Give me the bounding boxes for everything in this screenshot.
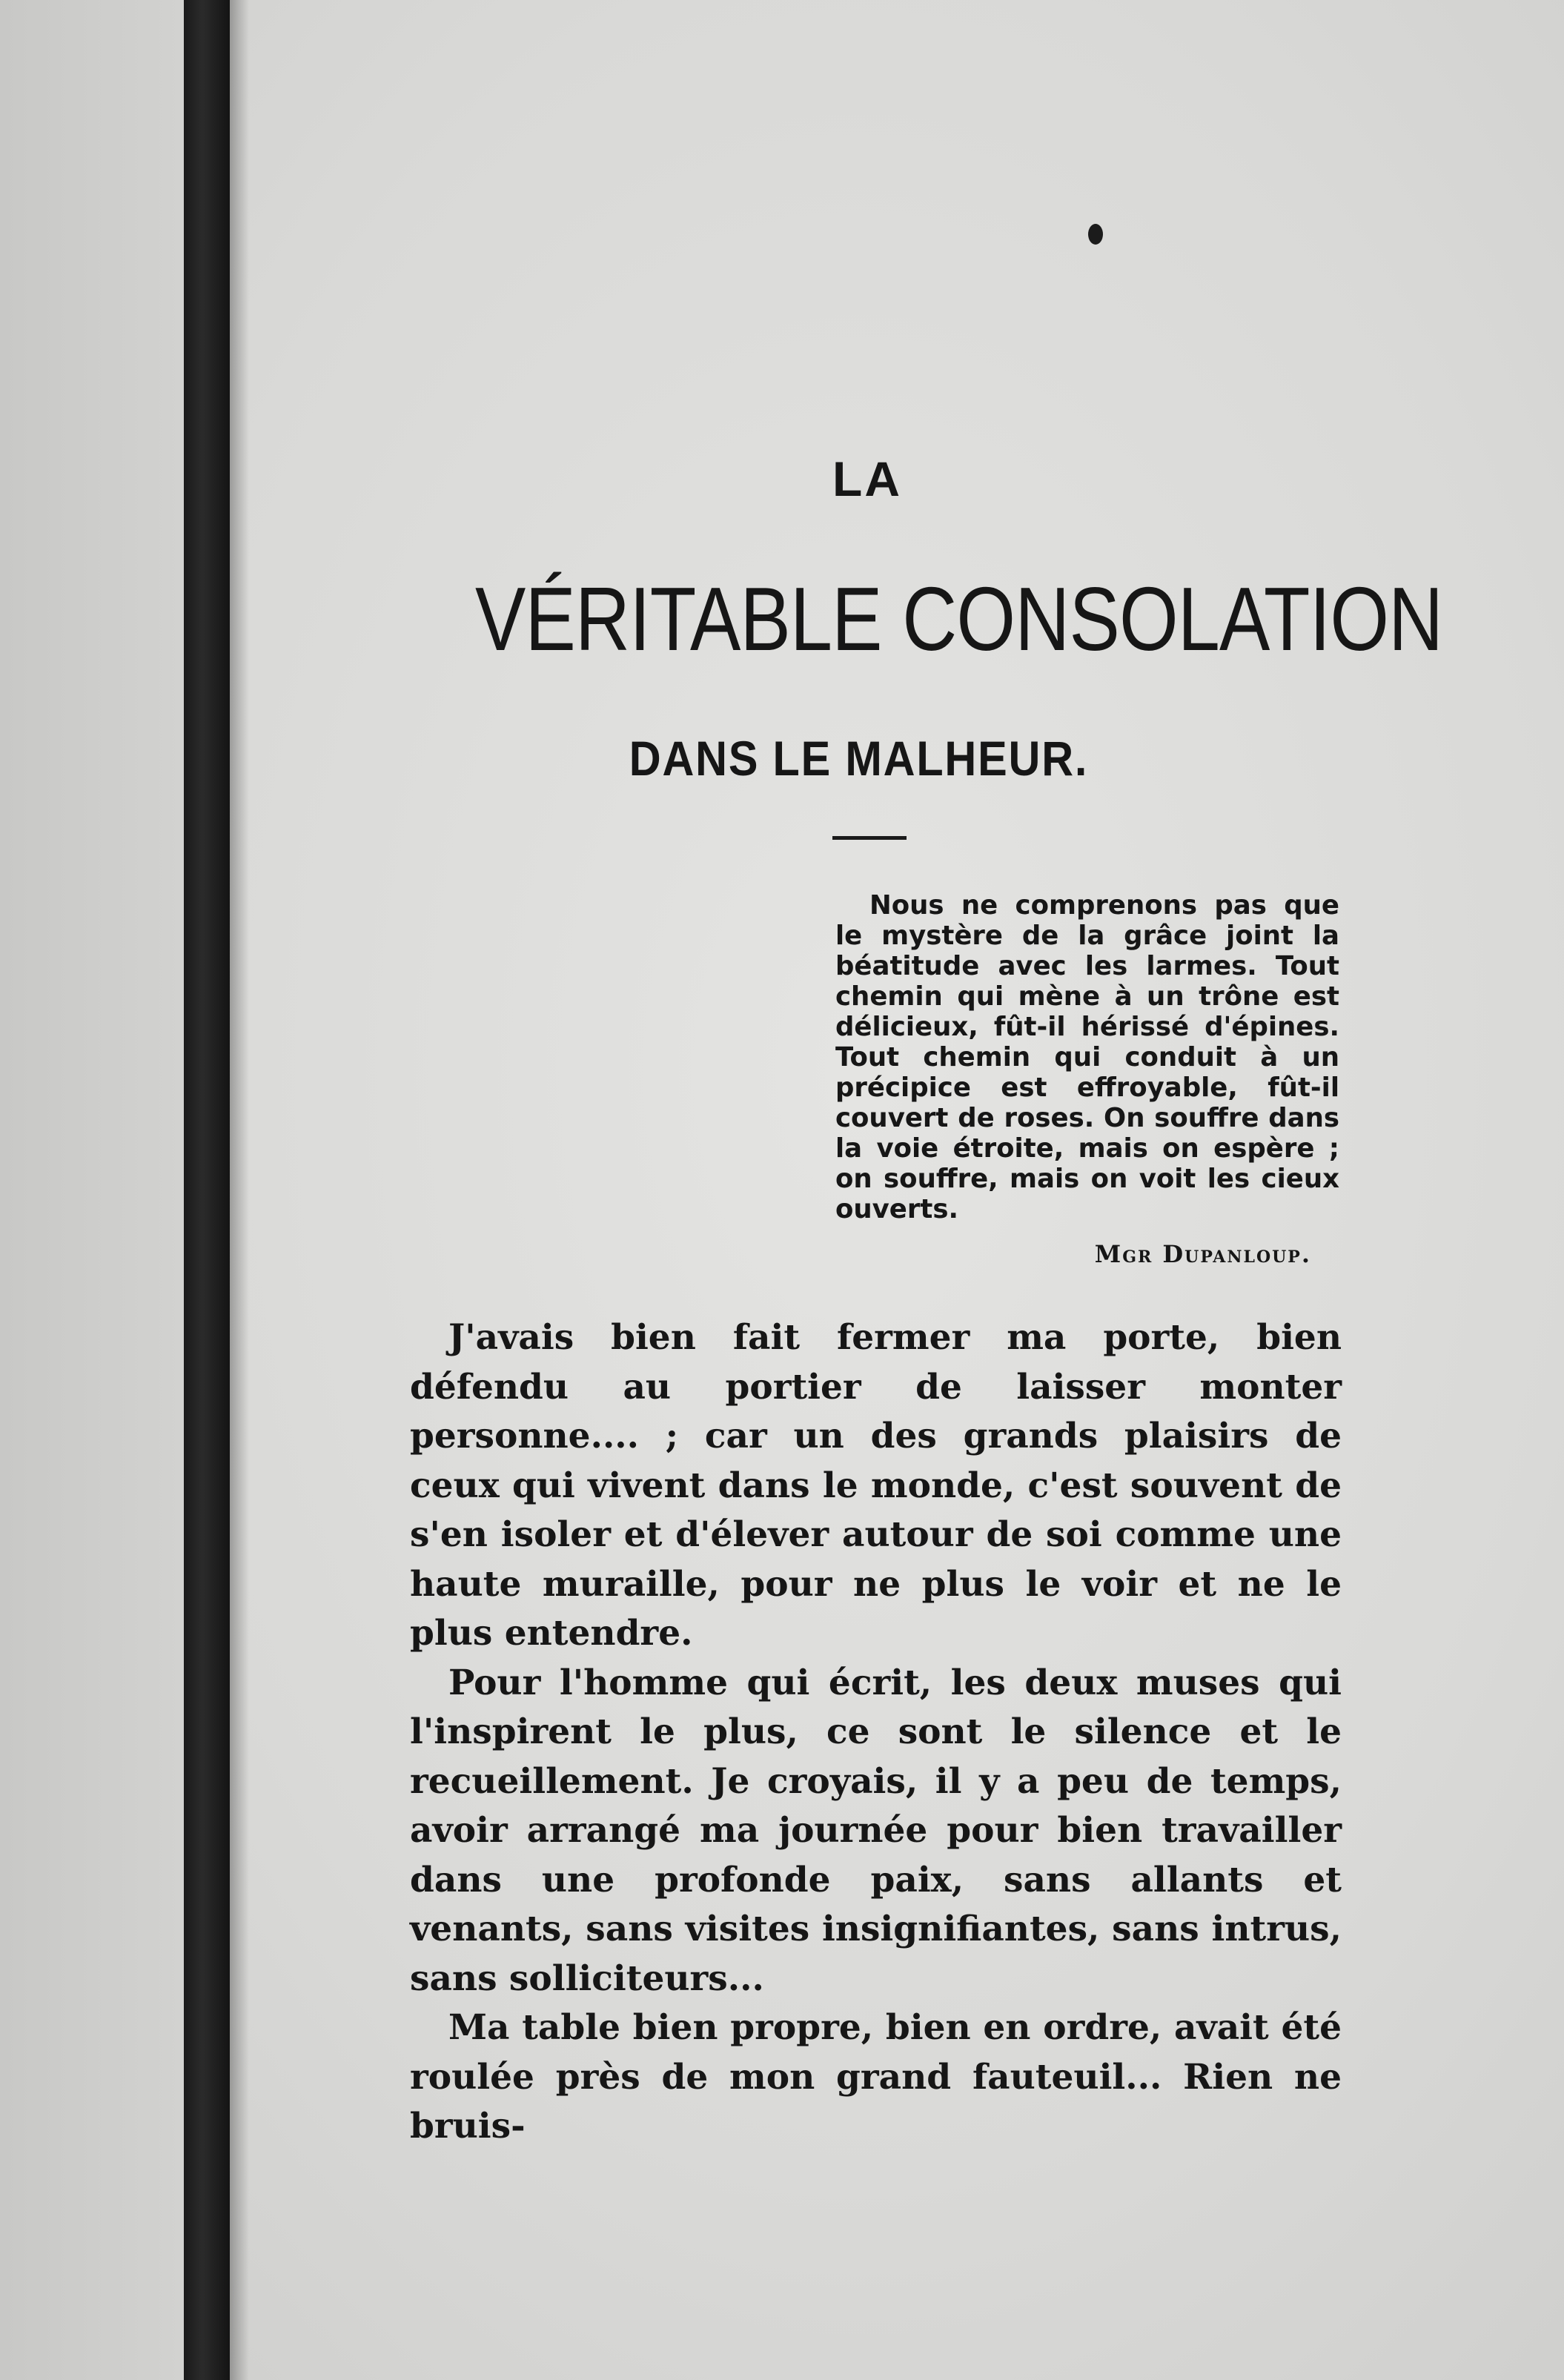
epigraph-quote: Nous ne comprenons pas que le mystère de la grâce joint la béatitude avec les larmes. Tout chemin qui mène à un trône est délicieux, fût-il hérissé d'épines. Tout chemin qui conduit à un précipice est effroyable, fût-il couvert de roses. On souffre dans la voie étroite, mais on espère ; on souffre, mais on voit les cieux ouverts. [835, 890, 1339, 1224]
page-subtitle: DANS LE MALHEUR. [629, 731, 1089, 786]
epigraph-author: Mgr Dupanloup. [1094, 1240, 1311, 1268]
ink-spot [1088, 224, 1103, 245]
page-title: VÉRITABLE CONSOLATION [474, 569, 1443, 669]
title-divider [832, 836, 907, 840]
left-page-margin [0, 0, 185, 2380]
title-article: LA [832, 451, 902, 506]
paragraph-2: Pour l'homme qui écrit, les deux muses qui l'inspirent le plus, ce sont le silence et le recueillement. Je croyais, il y a peu de temps, avoir arrangé ma journée pour bien travailler dans une profonde paix, sans allants et venants, sans visites insignifiantes, sans intrus, sans solliciteurs... [410, 1662, 1342, 1999]
book-binding-edge [184, 0, 230, 2380]
body-text [410, 1313, 1342, 2152]
binding-shadow [230, 0, 249, 2380]
paragraph-3: Ma table bien propre, bien en ordre, avait été roulée près de mon grand fauteuil... Rien ne bruis- [410, 2007, 1342, 2147]
paragraph-1: J'avais bien fait fermer ma porte, bien défendu au portier de laisser monter personne.... ; car un des grands plaisirs de ceux qui vivent dans le monde, c'est souvent de s'en isoler et d'élever autour de soi comme une haute muraille, pour ne plus le voir et ne le plus entendre. [410, 1317, 1342, 1654]
